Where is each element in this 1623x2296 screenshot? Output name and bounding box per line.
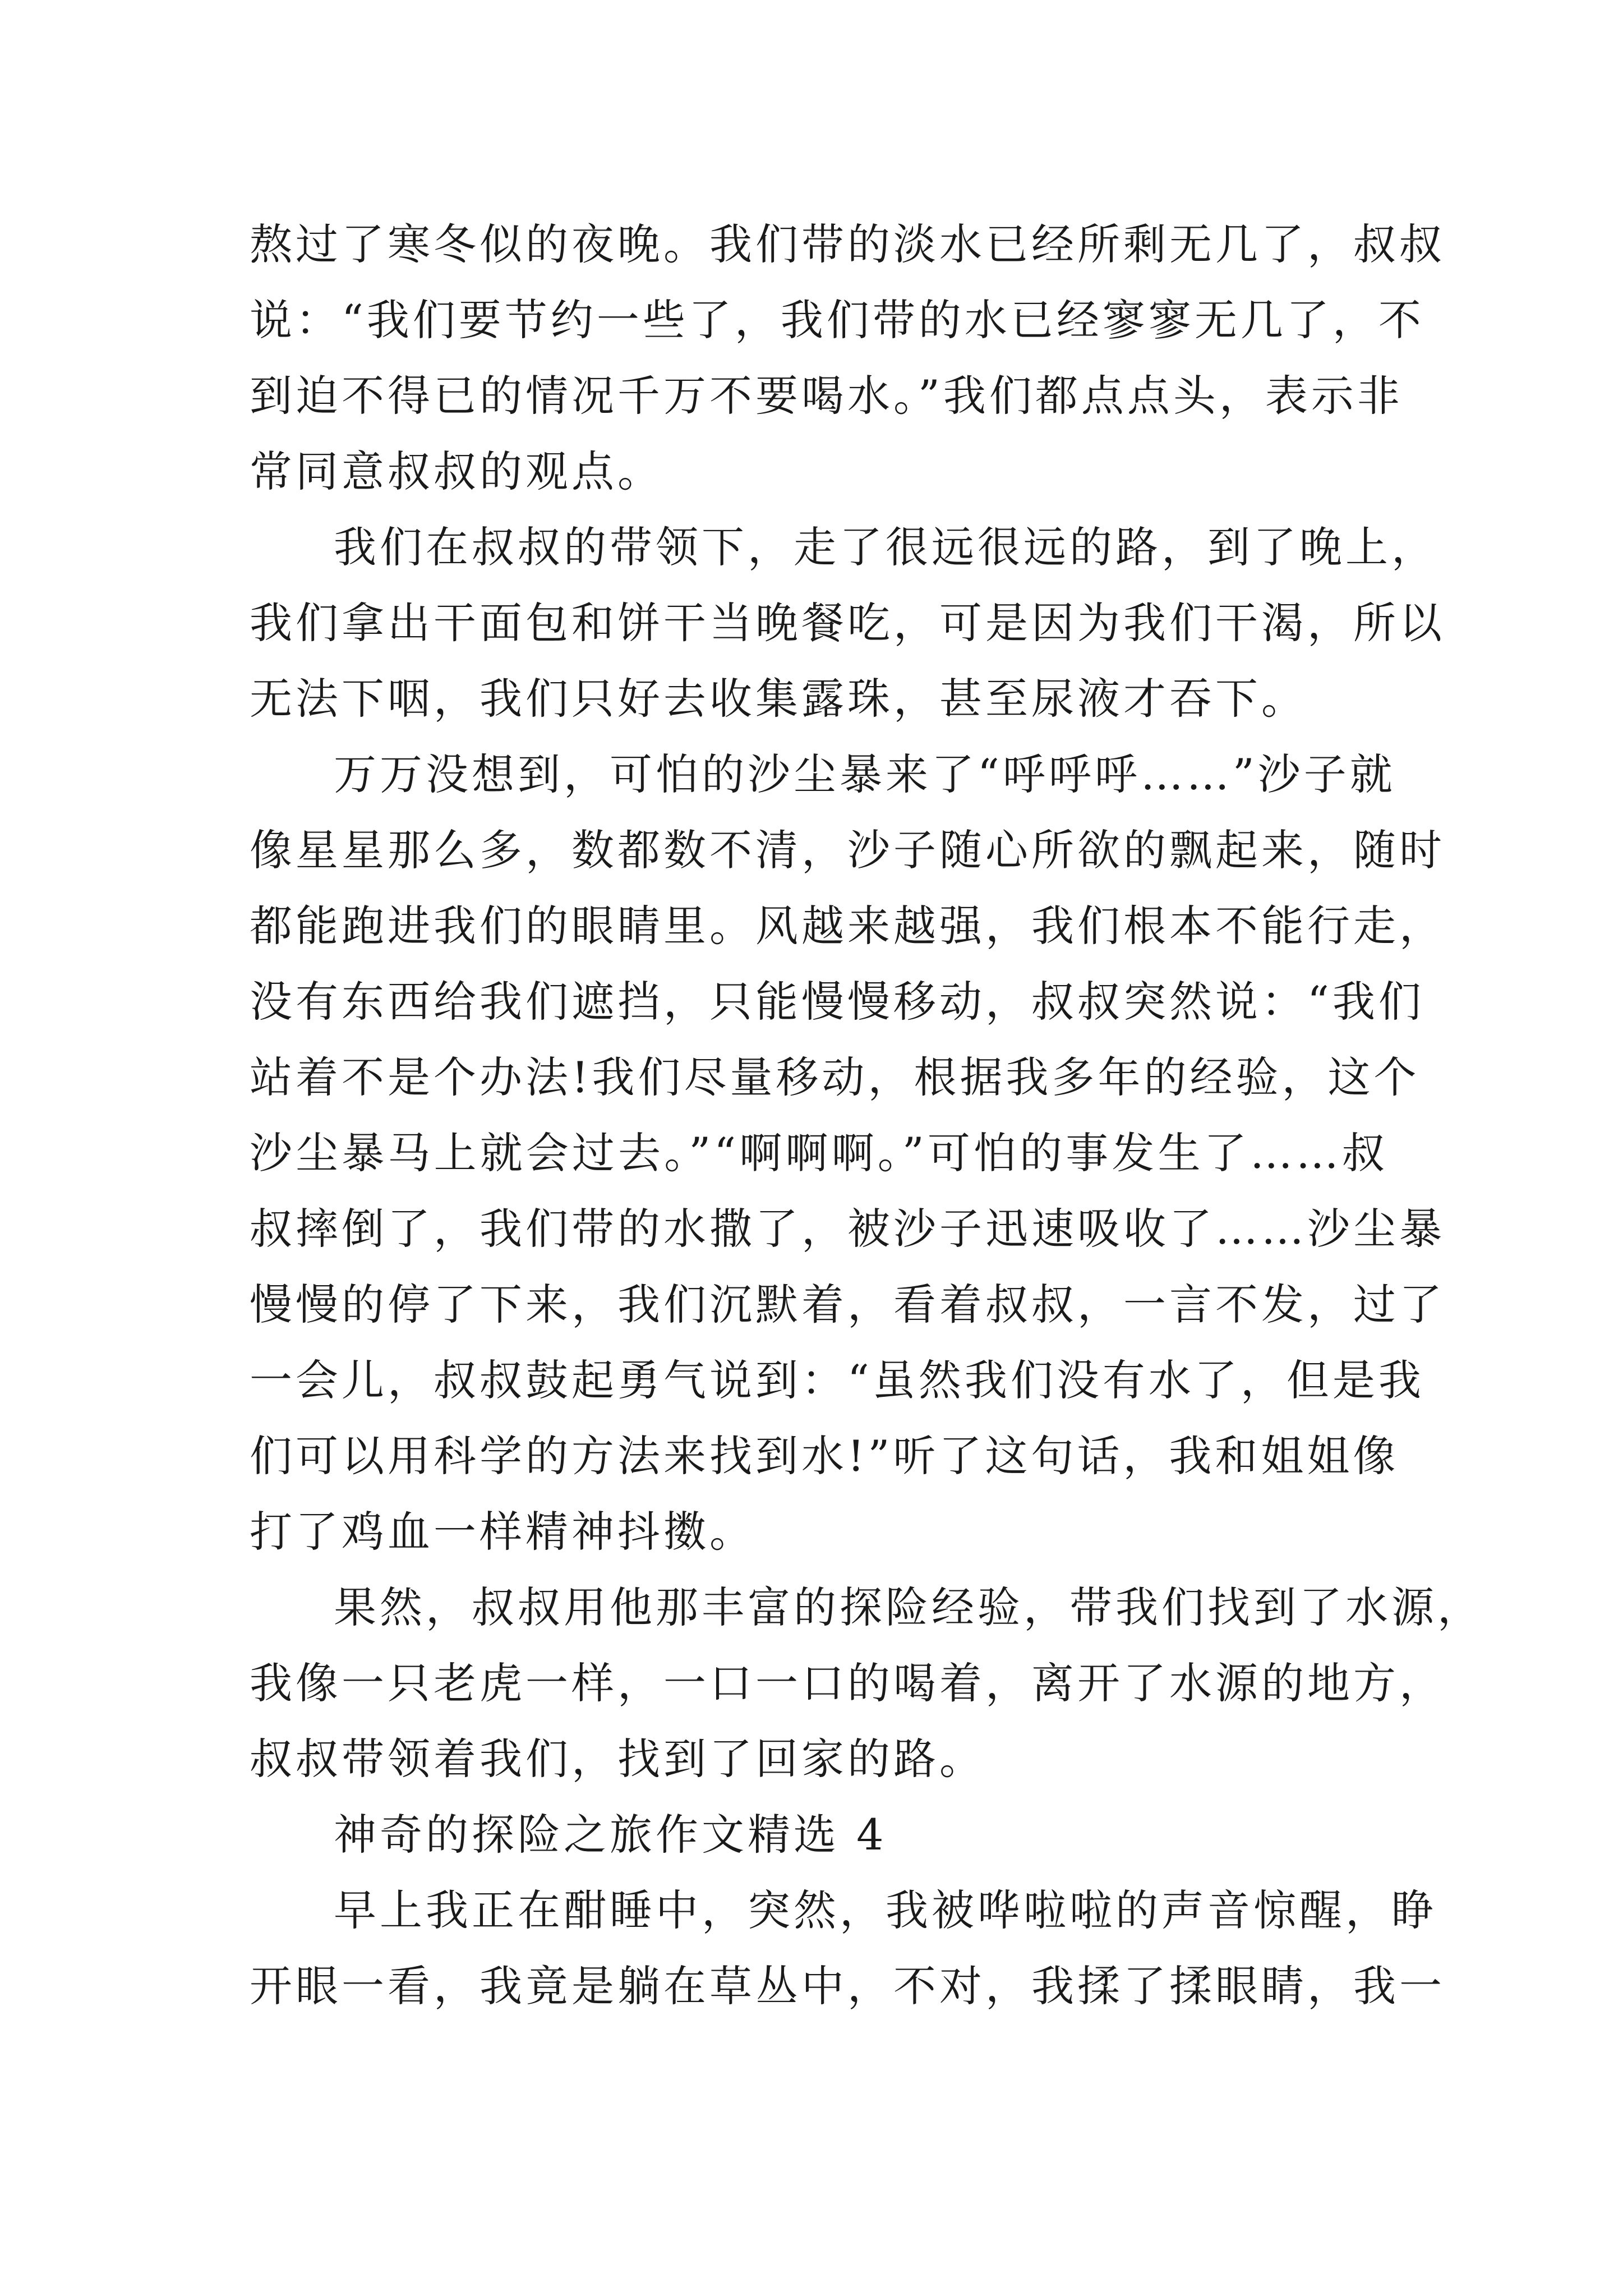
- text-line: 都能跑进我们的眼睛里。风越来越强，我们根本不能行走，: [250, 901, 1445, 951]
- text-line: 叔摔倒了，我们带的水撒了，被沙子迅速吸收了……沙尘暴: [250, 1204, 1445, 1254]
- text-line: 我们拿出干面包和饼干当晚餐吃，可是因为我们干渴，所以: [250, 598, 1445, 648]
- text-line: 沙尘暴马上就会过去。”“啊啊啊。”可怕的事发生了……叔: [250, 1128, 1388, 1178]
- text-line: 说：“我们要节约一些了，我们带的水已经寥寥无几了，不: [250, 295, 1424, 345]
- text-line: 熬过了寒冬似的夜晚。我们带的淡水已经所剩无几了，叔叔: [250, 219, 1445, 269]
- text-line: 们可以用科学的方法来找到水!”听了这句话，我和姐姐像: [250, 1431, 1399, 1481]
- paragraph-first-line: 我们在叔叔的带领下，走了很远很远的路，到了晚上，: [334, 522, 1437, 572]
- text-line: 慢慢的停了下来，我们沉默着，看着叔叔，一言不发，过了: [250, 1280, 1445, 1329]
- paragraph-first-line: 果然，叔叔用他那丰富的探险经验，带我们找到了水源，: [334, 1582, 1483, 1632]
- text-line: 常同意叔叔的观点。: [250, 447, 663, 496]
- text-line: 没有东西给我们遮挡，只能慢慢移动，叔叔突然说：“我们: [250, 977, 1424, 1027]
- text-line: 一会儿，叔叔鼓起勇气说到：“虽然我们没有水了，但是我: [250, 1355, 1424, 1405]
- paragraph-first-line: 万万没想到，可怕的沙尘暴来了“呼呼呼……”沙子就: [334, 749, 1396, 799]
- text-line: 到迫不得已的情况千万不要喝水。”我们都点点头，表示非: [250, 371, 1403, 421]
- text-line: 像星星那么多，数都数不清，沙子随心所欲的飘起来，随时: [250, 825, 1445, 875]
- text-line: 我像一只老虎一样，一口一口的喝着，离开了水源的地方，: [250, 1658, 1445, 1708]
- paragraph-first-line: 早上我正在酣睡中，突然，我被哗啦啦的声音惊醒，睁: [334, 1885, 1437, 1935]
- section-heading: 神奇的探险之旅作文精选 4: [334, 1810, 887, 1860]
- text-line: 叔叔带领着我们，找到了回家的路。: [250, 1734, 985, 1784]
- text-line: 无法下咽，我们只好去收集露珠，甚至尿液才吞下。: [250, 674, 1307, 724]
- text-line: 打了鸡血一样精神抖擞。: [250, 1507, 755, 1557]
- text-line: 开眼一看，我竟是躺在草丛中，不对，我揉了揉眼睛，我一: [250, 1961, 1445, 2011]
- text-line: 站着不是个办法!我们尽量移动，根据我多年的经验，这个: [250, 1052, 1420, 1102]
